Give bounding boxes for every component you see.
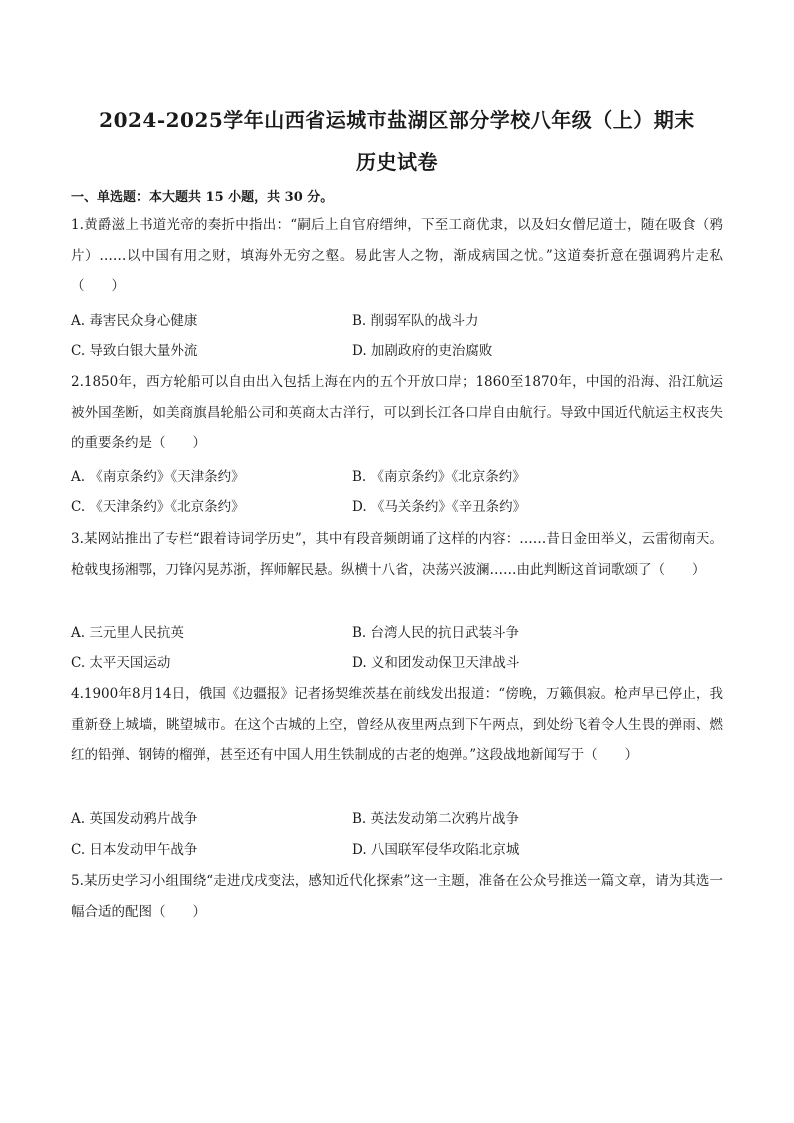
question-4-option-b[interactable]: B. 英法发动第二次鸦片战争 [352,811,520,827]
question-2-option-c[interactable]: C. 《天津条约》《北京条约》 [71,499,245,515]
question-2-stem: 2.1850年，西方轮船可以自由出入包括上海在内的五个开放口岸；1860至1870年，中国的沿海、沿江航运被外国垄断，如美商旗昌轮船公司和英商太古洋行，可以到长江各口岸自由航行。导致中国近代航运主权丧失的重要条约是（ ） [71,374,723,451]
question-3-stem: 3.某网站推出了专栏“跟着诗词学历史”，其中有段音频朗诵了这样的内容：……昔日金田举义，云雷彻南天。枪戟曳扬湘鄂，刀锋闪晃苏浙，挥师解民悬。纵横十八省，决荡兴波澜……由此判断这首词歌颂了（ ） [71,531,723,578]
question-3-option-a[interactable]: A. 三元里人民抗英 [71,625,184,641]
question-4-option-a[interactable]: A. 英国发动鸦片战争 [71,811,198,827]
question-3-option-b[interactable]: B. 台湾人民的抗日武装斗争 [352,625,520,641]
question-1-stem: 1.黄爵滋上书道光帝的奏折中指出：“嗣后上自官府缙绅，下至工商优隶，以及妇女僧尼道士，随在吸食（鸦片）……以中国有用之财，填海外无穷之壑。易此害人之物，渐成病国之忧。”这道奏折意在强调鸦片走私（ ） [71,217,723,294]
question-1-option-b[interactable]: B. 削弱军队的战斗力 [352,313,479,329]
section-heading: 一、单选题：本大题共 15 小题，共 30 分。 [71,190,334,205]
question-1-option-d[interactable]: D. 加剧政府的吏治腐败 [352,343,493,359]
question-3-option-c[interactable]: C. 太平天国运动 [71,655,171,671]
question-2-option-b[interactable]: B. 《南京条约》《北京条约》 [352,469,526,485]
question-4-option-c[interactable]: C. 日本发动甲午战争 [71,842,198,858]
question-3-option-d[interactable]: D. 义和团发动保卫天津战斗 [352,655,520,671]
exam-title-line2: 历史试卷 [356,150,438,174]
exam-title-line1: 2024-2025学年山西省运城市盐湖区部分学校八年级（上）期末 [99,108,695,132]
question-2-option-d[interactable]: D. 《马关条约》《辛丑条约》 [352,499,527,515]
question-1-option-c[interactable]: C. 导致白银大量外流 [71,343,198,359]
question-4-stem: 4.1900年8月14日，俄国《边疆报》记者扬契维茨基在前线发出报道：“傍晚，万籁俱寂。枪声早已停止，我重新登上城墙，眺望城市。在这个古城的上空，曾经从夜里两点到下午两点，到处纷飞着令人生畏的弹雨、燃红的铅弹、钢铸的榴弹，甚至还有中国人用生铁制成的古老的炮弹。”这段战地新闻写于（ ） [71,686,723,763]
question-5-stem: 5.某历史学习小组围绕“走进戊戌变法，感知近代化探索”这一主题，准备在公众号推送一篇文章，请为其选一幅合适的配图（ ） [71,873,723,920]
question-4-option-d[interactable]: D. 八国联军侵华攻陷北京城 [352,842,520,858]
question-2-option-a[interactable]: A. 《南京条约》《天津条约》 [71,469,245,485]
question-1-option-a[interactable]: A. 毒害民众身心健康 [71,313,198,329]
